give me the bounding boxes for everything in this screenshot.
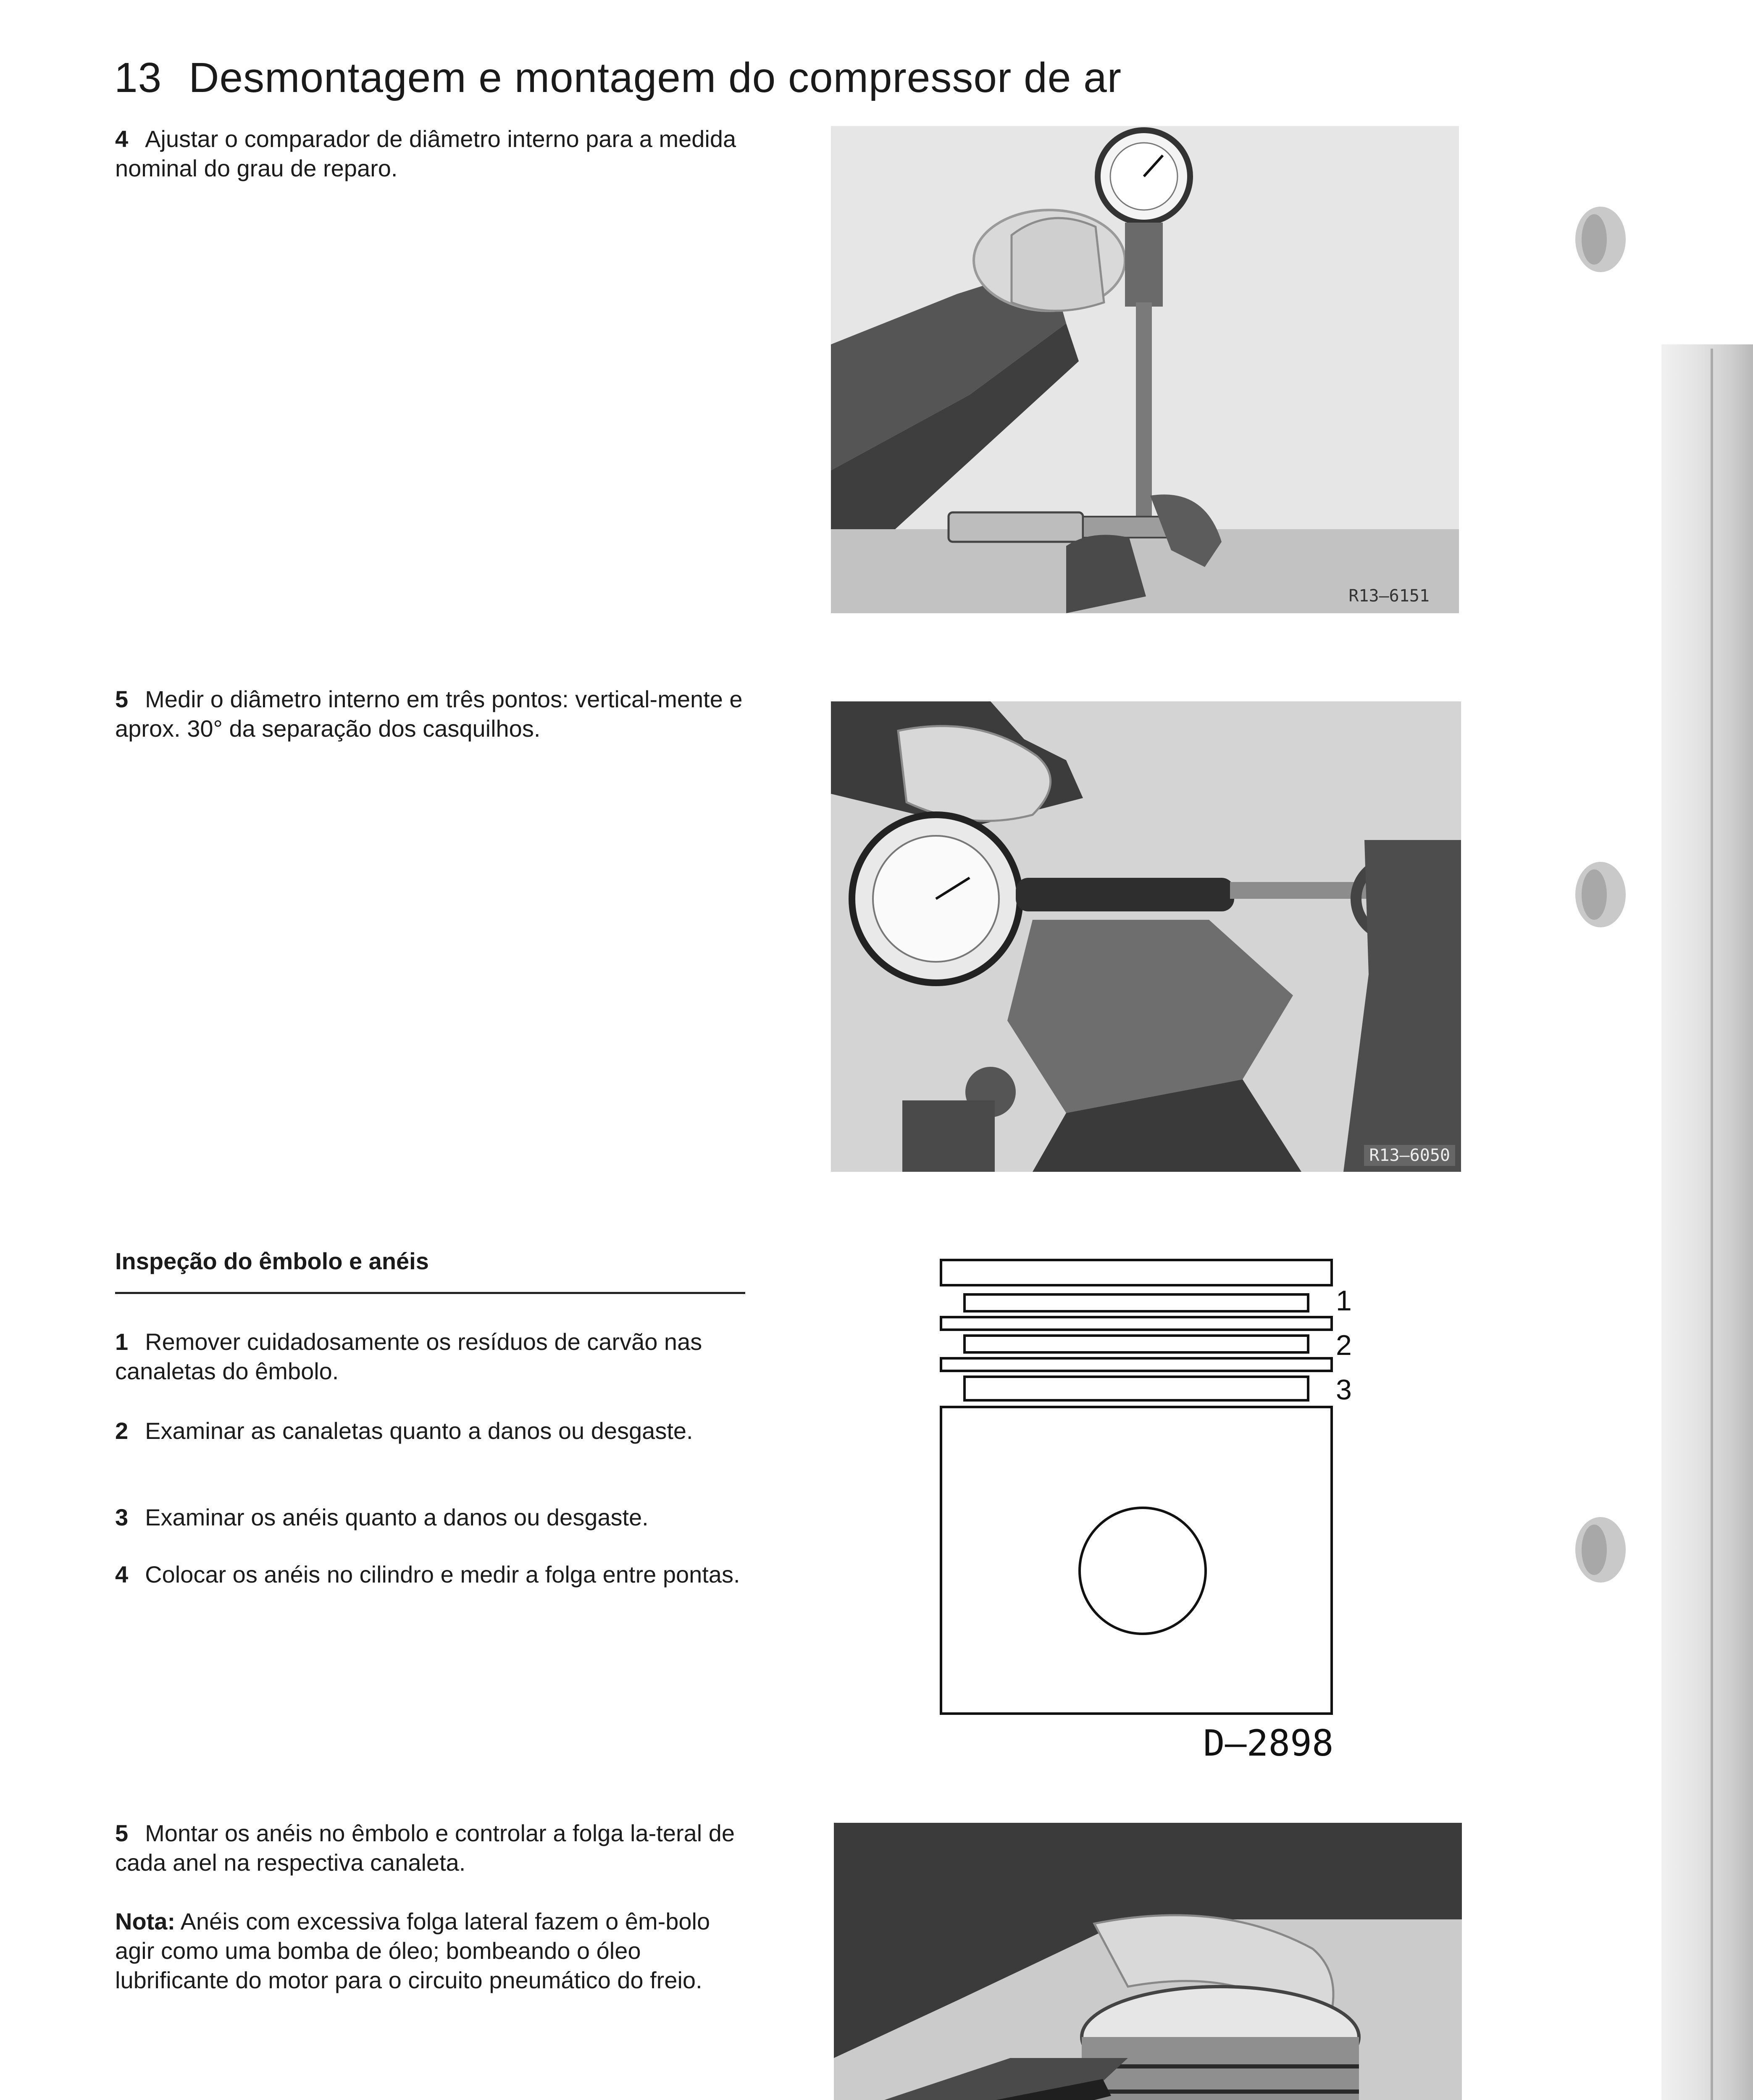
ring-label-1: 1: [1336, 1285, 1352, 1317]
page-title: [114, 54, 1122, 102]
step-number: 4: [115, 126, 129, 152]
note-label: Nota:: [115, 1908, 176, 1935]
inspection-step-3: [115, 1503, 754, 1532]
land-1: [941, 1317, 1332, 1330]
step-number: 5: [115, 686, 129, 712]
photo-ring-clearance: [834, 1823, 1462, 2100]
binder-hole: [1569, 857, 1632, 932]
section-title: Desmontagem e montagem do compressor de ar: [189, 54, 1122, 101]
step-text: Medir o diâmetro interno em três pontos: vertical-mente e aprox. 30° da separação dos casquilhos.: [115, 686, 743, 742]
inspection-step-5: [115, 1819, 754, 1877]
piston-crown: [941, 1260, 1332, 1285]
step-number: 5: [115, 1820, 129, 1846]
inspection-step-2: [115, 1416, 754, 1446]
step-text: Remover cuidadosamente os resíduos de carvão nas canaletas do êmbolo.: [115, 1328, 702, 1384]
binder-edge: [1661, 344, 1753, 2100]
ring-2: [965, 1336, 1308, 1352]
note-text: Anéis com excessiva folga lateral fazem o êm-bolo agir como uma bomba de óleo; bombeando o óleo lubrificante do motor para o circuito pneumático do freio.: [115, 1908, 710, 1993]
section-number: 13: [114, 54, 162, 101]
step-number: 1: [115, 1328, 129, 1355]
photo-bore-measurement: [831, 701, 1461, 1172]
step-number: 4: [115, 1561, 129, 1588]
step-number: 2: [115, 1418, 129, 1444]
photo-bore-gauge-setup: [831, 126, 1459, 613]
figure-code: R13–6151: [1348, 586, 1430, 606]
inspection-step-1: [115, 1327, 754, 1386]
binder-hole: [1569, 202, 1632, 277]
ring-1: [965, 1294, 1308, 1311]
ring-label-3: 3: [1336, 1374, 1352, 1406]
binder-edge-line: [1711, 349, 1713, 2100]
ring-clearance-illustration: [834, 1823, 1462, 2100]
ring-3: [965, 1377, 1308, 1400]
step-number: 3: [115, 1504, 129, 1530]
step-5-measure-diameter: [115, 685, 754, 743]
step-text: Examinar as canaletas quanto a danos ou desgaste.: [145, 1418, 693, 1444]
piston-skirt: [941, 1407, 1332, 1714]
figure-code: R13–6050: [1364, 1145, 1455, 1166]
step-4-measure-setup: [115, 124, 754, 183]
diagram-code: D–2898: [1203, 1722, 1334, 1764]
bore-measurement-illustration: [831, 701, 1461, 1172]
bore-gauge-illustration: [831, 126, 1459, 613]
step-text: Examinar os anéis quanto a danos ou desgaste.: [145, 1504, 649, 1530]
section-heading: Inspeção do êmbolo e anéis: [115, 1248, 429, 1274]
piston-pin-bore: [1080, 1508, 1206, 1634]
piston-ring-diagram: [937, 1256, 1361, 1772]
binder-hole: [1569, 1512, 1632, 1588]
step-text: Ajustar o comparador de diâmetro interno para a medida nominal do grau de reparo.: [115, 126, 736, 181]
ring-label-2: 2: [1336, 1329, 1352, 1361]
land-2: [941, 1358, 1332, 1371]
step-text: Montar os anéis no êmbolo e controlar a folga la-teral de cada anel na respectiva canaleta.: [115, 1820, 735, 1876]
step-text: Colocar os anéis no cilindro e medir a folga entre pontas.: [145, 1561, 740, 1588]
note: [115, 1907, 754, 1995]
inspection-step-4: [115, 1560, 754, 1589]
heading-rule: [115, 1292, 745, 1294]
